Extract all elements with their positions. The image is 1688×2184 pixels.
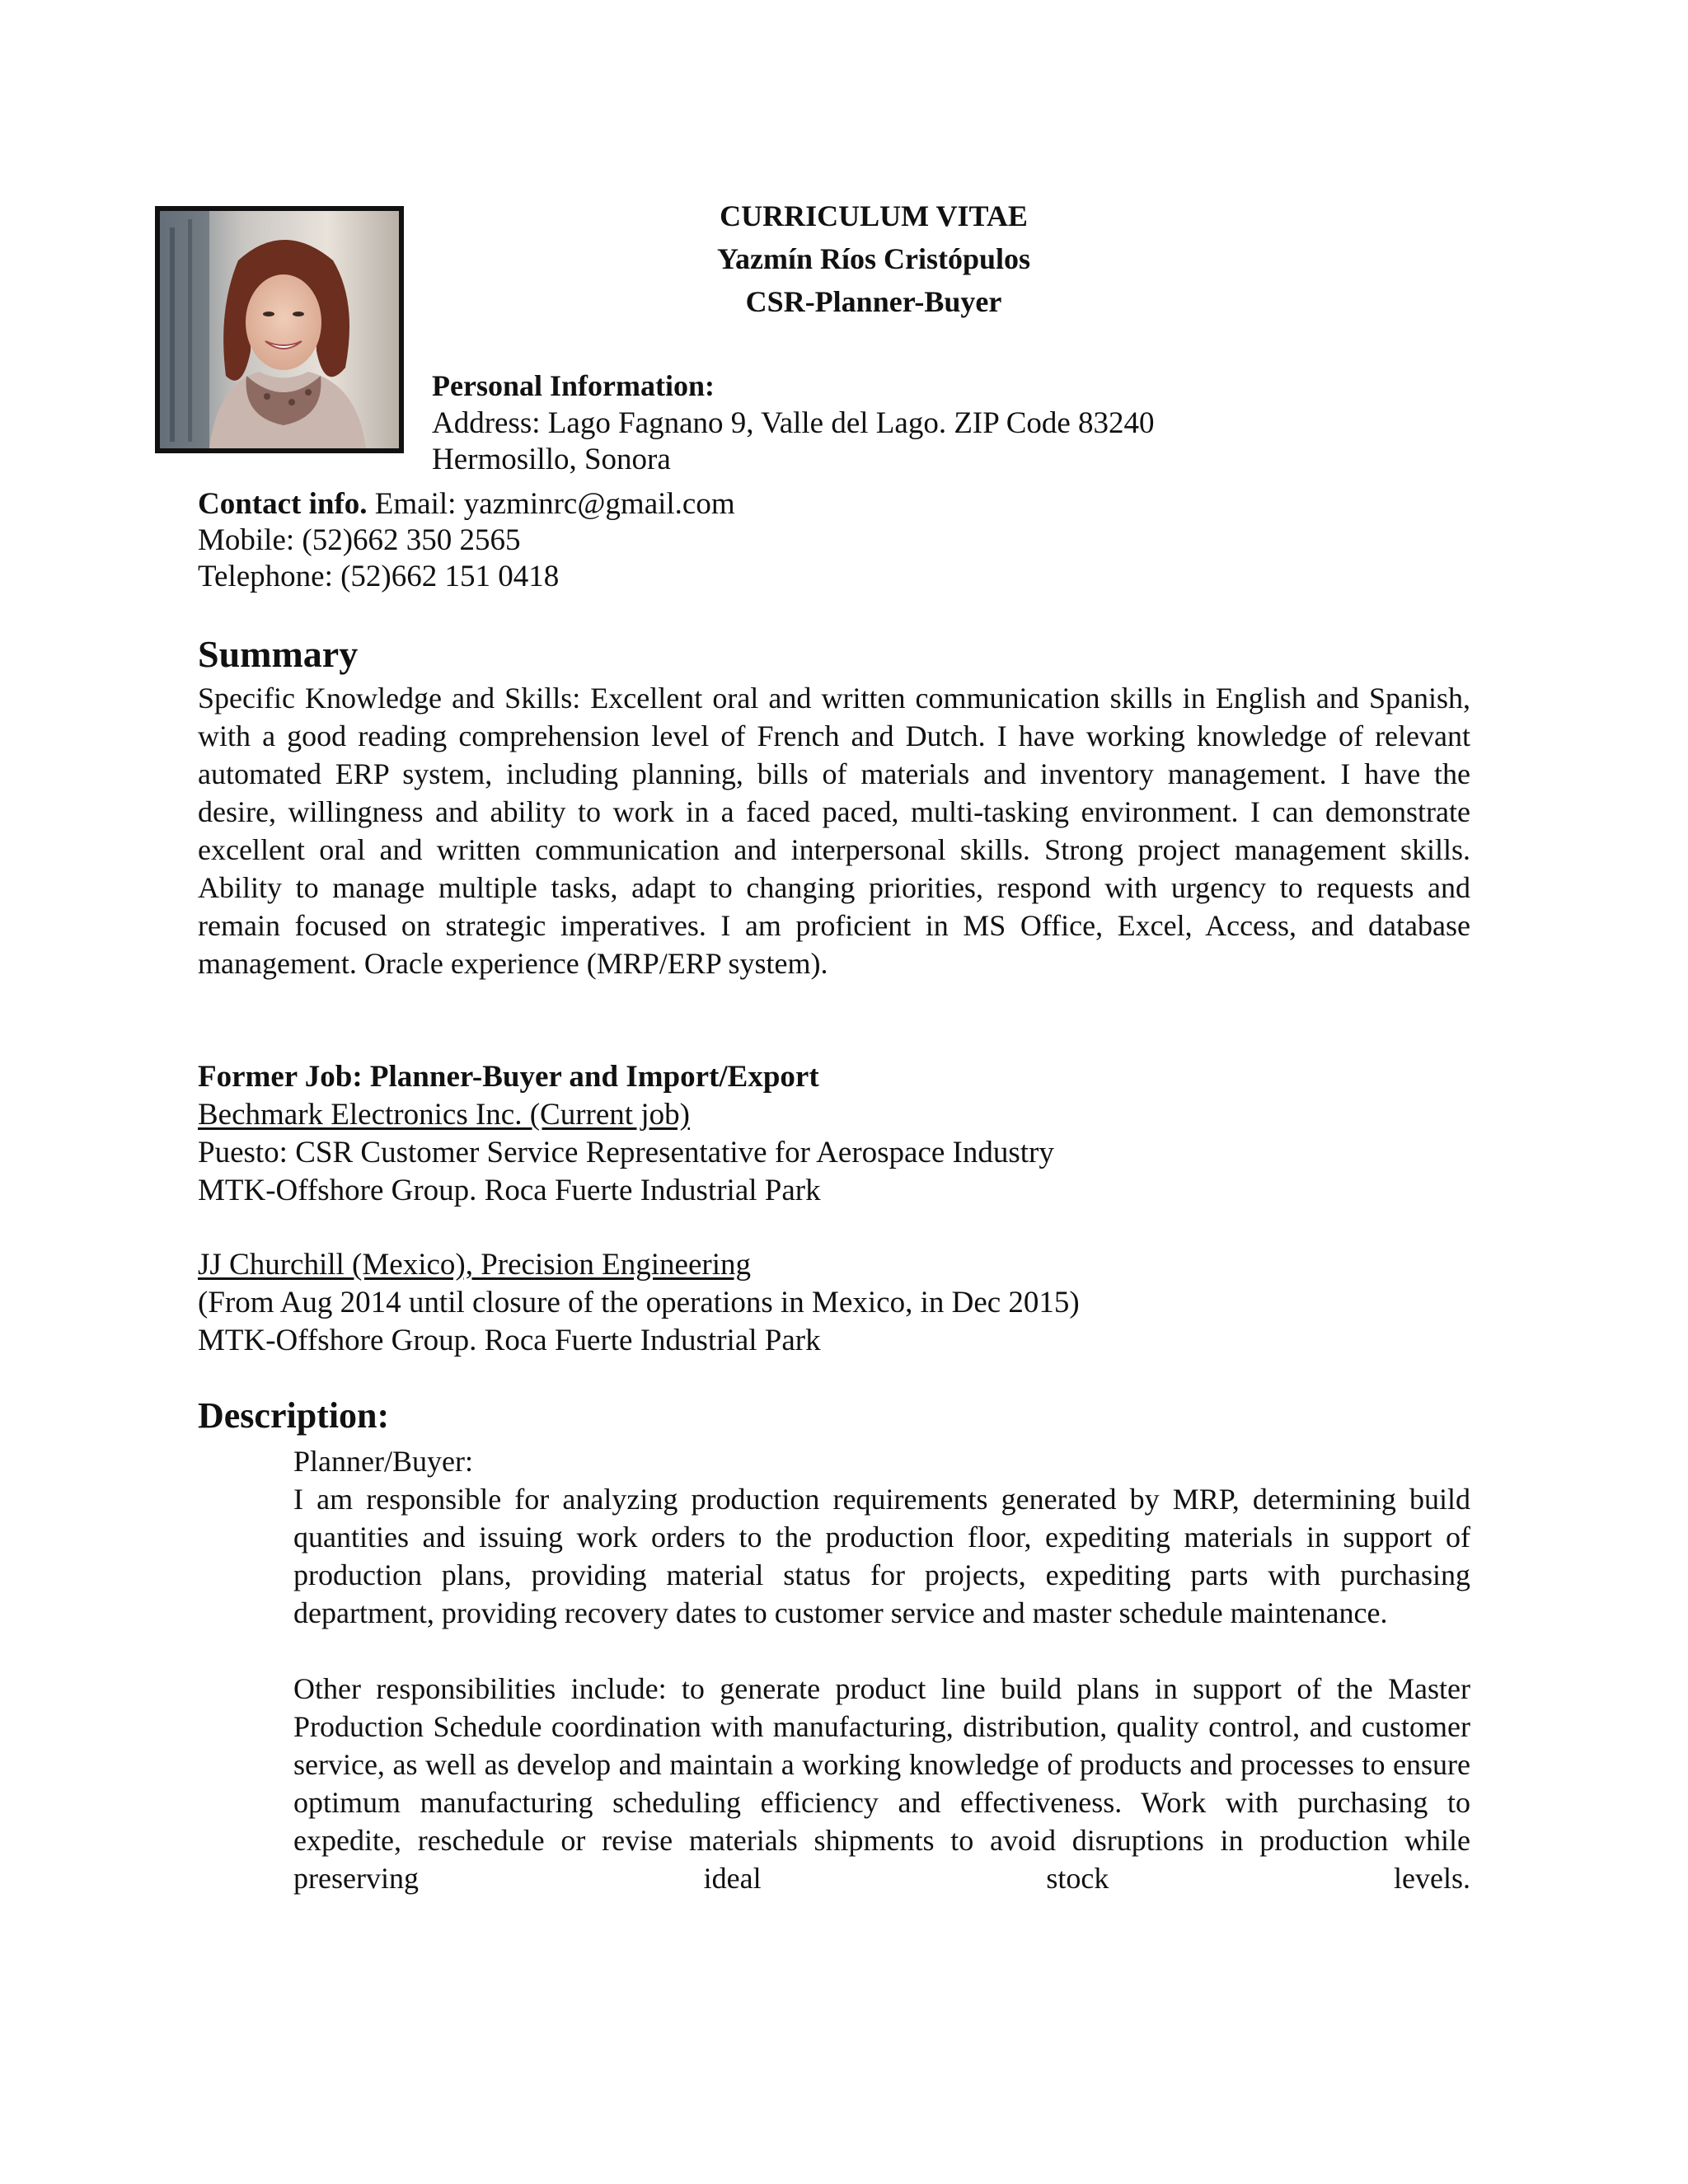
summary-text: Specific Knowledge and Skills: Excellent oral and written communication skills in English and Spanish, with a good reading comprehension level of French and Dutch. I have working knowledge of relevant automated ERP system, including planning, bills of materials and inventory management. I have the desire, willingness and ability to work in a faced paced, multi-tasking environment. I can demonstrate excellent oral and written communication and interpersonal skills. Strong project management skills. Ability to manage multiple tasks, adapt to changing priorities, respond with urgency to requests and remain focused on strategic imperatives. I am proficient in MS Office, Excel, Access, and database management. Oracle experience (MRP/ERP system).: [198, 682, 1470, 980]
job2-company: JJ Churchill (Mexico), Precision Engineering: [198, 1248, 752, 1282]
contact-info: [198, 486, 735, 595]
description-body: [293, 1442, 1470, 1897]
former-job-heading: Former Job: Planner-Buyer and Import/Export: [198, 1060, 819, 1094]
description-paragraph-1: I am responsible for analyzing production requirements generated by MRP, determining build quantities and issuing work orders to the production floor, expediting materials in support of production plans, providing material status for projects, expediting parts with purchasing department, providing recovery dates to customer service and master schedule maintenance.: [293, 1483, 1470, 1629]
cv-title: CURRICULUM VITAE: [720, 199, 1028, 232]
job2-period: (From Aug 2014 until closure of the operations in Mexico, in Dec 2015): [198, 1286, 1080, 1319]
description-subtitle: Planner/Buyer:: [293, 1445, 473, 1478]
description-paragraph-2: Other responsibilities include: to generate product line build plans in support of the Master Production Schedule coordination with manufacturing, distribution, quality control, and customer service, as well as develop and maintain a working knowledge of products and processes to ensure optimum manufacturing scheduling efficiency and effectiveness. Work with purchasing to expedite, reschedule or revise materials shipments to avoid disruptions in production while preserving ideal stock levels.: [293, 1672, 1470, 1895]
description-heading: Description:: [198, 1395, 390, 1436]
personal-info-heading: Personal Information:: [432, 369, 715, 402]
candidate-name: Yazmín Ríos Cristópulos: [716, 242, 1031, 275]
profile-photo: [155, 206, 404, 453]
summary-heading: Summary: [198, 633, 359, 675]
address-line: Address: Lago Fagnano 9, Valle del Lago. ZIP Code 83240: [432, 406, 1155, 440]
personal-information: [432, 368, 1155, 478]
cv-header: [577, 194, 1170, 323]
job2-location: MTK-Offshore Group. Roca Fuerte Industrial Park: [198, 1324, 821, 1357]
candidate-role: CSR-Planner-Buyer: [745, 285, 1002, 318]
contact-label: Contact info.: [198, 487, 368, 521]
job1-location: MTK-Offshore Group. Roca Fuerte Industrial Park: [198, 1174, 821, 1207]
portrait-image: [160, 211, 399, 448]
jobs-section: [198, 1058, 1080, 1360]
telephone-line: Telephone: (52)662 151 0418: [198, 560, 560, 593]
job1-company: Bechmark Electronics Inc. (Current job): [198, 1098, 690, 1132]
city-line: Hermosillo, Sonora: [432, 443, 671, 476]
job1-position: Puesto: CSR Customer Service Representative for Aerospace Industry: [198, 1136, 1054, 1169]
email-text: Email: yazminrc@gmail.com: [367, 487, 735, 521]
email-line: [198, 486, 735, 523]
mobile-line: Mobile: (52)662 350 2565: [198, 523, 521, 557]
